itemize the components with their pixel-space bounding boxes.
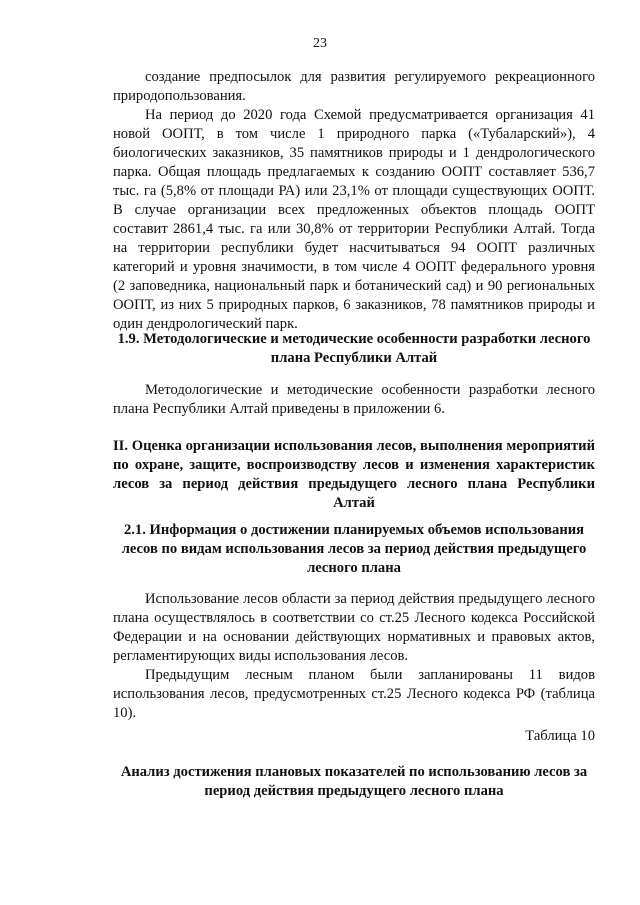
table-title-text: Анализ достижения плановых показателей по использованию лесов за период действия предыдущего лесного плана bbox=[120, 764, 588, 799]
section-2-1-heading bbox=[113, 521, 595, 578]
intro-paragraph-1 bbox=[113, 68, 595, 106]
intro-text-2: На период до 2020 года Схемой предусматривается организация 41 новой ООПТ, в том числе 1 природного парка («Тубаларский»), 4 биологических заказников, 35 памятников природы и 1 дендрологического парка. Общая площадь предлагаемых к созданию ООПТ составляет 536,7 тыс. га (5,8% от площади РА) или 23,1% от площади существующих ООПТ. В случае организации всех предложенных объектов площадь ООПТ составит 2861,4 тыс. га или 30,8% от территории Республики Алтай. Тогда на территории республики будет насчитываться 94 ООПТ различных категорий и уровня значимости, в том числе 4 ООПТ федерального уровня (2 заповедника, национальный парк и ботанический сад) и 90 региональных ООПТ, из них 5 природных парков, 6 заказников, 78 памятников природы и один дендрологический парк. bbox=[113, 107, 595, 332]
section-1-9-paragraph bbox=[113, 381, 595, 419]
intro-paragraph-2 bbox=[113, 106, 595, 334]
table-label-text: Таблица 10 bbox=[525, 728, 595, 744]
page-number: 23 bbox=[313, 36, 327, 51]
section-1-9-text: Методологические и методические особенности разработки лесного плана Республики Алтай приведены в приложении 6. bbox=[113, 382, 595, 417]
section-1-9-heading bbox=[113, 330, 595, 368]
section-1-9-heading-text: 1.9. Методологические и методические особенности разработки лесного плана Республики Алтай bbox=[117, 331, 591, 366]
section-2-1-heading-text: 2.1. Информация о достижении планируемых объемов использования лесов по видам использования лесов за период действия предыдущего лесного плана bbox=[121, 522, 587, 576]
section-2-1-text-1: Использование лесов области за период действия предыдущего лесного плана осуществлялось в соответствии со ст.25 Лесного кодекса Российской Федерации и на основании действующих нормативных и правовых актов, регламентирующих виды использования лесов. bbox=[113, 591, 595, 664]
intro-text-1: создание предпосылок для развития регулируемого рекреационного природопользования. bbox=[113, 69, 595, 104]
section-2-heading-text: II. Оценка организации использования лесов, выполнения мероприятий по охране, защите, воспроизводству лесов и изменения характеристик лесов за период действия предыдущего лесного плана Республики Алтай bbox=[113, 438, 595, 511]
section-2-heading bbox=[113, 437, 595, 513]
section-2-1-paragraph-1 bbox=[113, 590, 595, 666]
section-2-1-text-2: Предыдущим лесным планом были запланированы 11 видов использования лесов, предусмотренных ст.25 Лесного кодекса РФ (таблица 10). bbox=[113, 667, 595, 721]
section-2-1-paragraph-2 bbox=[113, 666, 595, 723]
table-title bbox=[113, 763, 595, 801]
table-label bbox=[113, 727, 595, 746]
